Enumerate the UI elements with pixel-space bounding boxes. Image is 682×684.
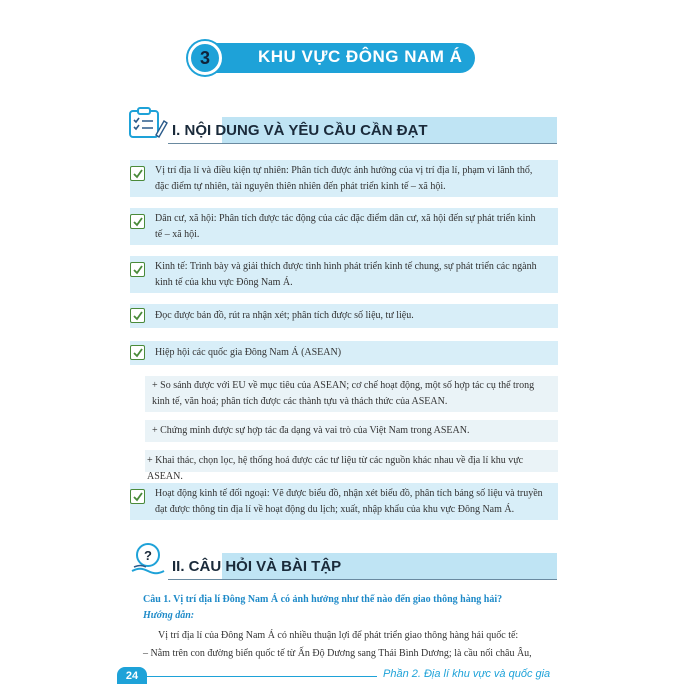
page-number: 24 [117, 667, 147, 684]
check-icon [130, 308, 145, 323]
requirement-item [130, 483, 558, 520]
item-text-line: đạt được thông tin địa lí về hoạt động du lịch; xuất, nhập khẩu của khu vực Đông Nam Á. [155, 504, 515, 515]
subitem-text-line: + So sánh được với EU về mục tiêu của ASEAN; cơ chế hoạt động, một số hợp tác cụ thể trong [152, 380, 535, 391]
item-text-line: Kinh tế: Trình bày và giải thích được tình hình phát triển kinh tế chung, sự phát triển các ngành [155, 261, 537, 272]
chapter-number: 3 [188, 41, 222, 75]
asean-subitem [145, 420, 558, 442]
item-text-line: tế – xã hội. [155, 229, 200, 240]
section-1-underline [168, 143, 557, 144]
guide-label: Hướng dẫn: [143, 610, 195, 621]
checklist-icon [128, 105, 168, 141]
subitem-text-line: kinh tế, văn hoá; phân tích được các thành tựu và thách thức của ASEAN. [152, 396, 448, 407]
item-text-line: kinh tế của khu vực Đông Nam Á. [155, 277, 293, 288]
requirement-item [130, 160, 558, 197]
item-text-line: đặc điểm tự nhiên, tài nguyên thiên nhiên đến phát triển kinh tế – xã hội. [155, 181, 446, 192]
section-2-title: II. CÂU HỎI VÀ BÀI TẬP [172, 558, 342, 575]
requirement-item [130, 341, 558, 365]
item-text-line: Đọc được bản đồ, rút ra nhận xét; phân tích được số liệu, tư liệu. [155, 310, 414, 321]
section-1-title: I. NỘI DUNG VÀ YÊU CẦU CẦN ĐẠT [172, 122, 428, 139]
answer-paragraph: – Nằm trên con đường biển quốc tế từ Ấn Độ Dương sang Thái Bình Dương; là cầu nối châu Âu, [143, 648, 532, 659]
chapter-title: KHU VỰC ĐÔNG NAM Á [258, 47, 463, 66]
item-text-line: Hiệp hội các quốc gia Đông Nam Á (ASEAN) [155, 347, 342, 358]
asean-subitem [145, 450, 558, 482]
item-text-line: Dân cư, xã hội: Phân tích được tác động của các đặc điểm dân cư, xã hội đến sự phát triển kinh [155, 213, 536, 224]
svg-text:?: ? [144, 548, 152, 563]
check-icon [130, 262, 145, 277]
section-2-underline [168, 579, 557, 580]
check-icon [130, 345, 145, 360]
footer-divider [147, 676, 377, 677]
item-text-line: Hoạt động kinh tế đối ngoại: Vẽ được biểu đồ, nhận xét biểu đồ, phân tích bảng số liệu và truyền [155, 488, 543, 499]
question-title: Câu 1. Vị trí địa lí Đông Nam Á có ảnh hưởng như thế nào đến giao thông hàng hải? [143, 594, 503, 605]
requirement-item [130, 256, 558, 293]
question-icon [128, 541, 168, 577]
requirement-item [130, 304, 558, 328]
check-icon [130, 166, 145, 181]
requirement-item [130, 208, 558, 245]
check-icon [130, 214, 145, 229]
subitem-text-line: + Chứng minh được sự hợp tác đa dạng và vai trò của Việt Nam trong ASEAN. [152, 425, 470, 436]
answer-paragraph: Vị trí địa lí của Đông Nam Á có nhiều thuận lợi để phát triển giao thông hàng hải quốc tế: [158, 630, 519, 641]
asean-subitem [145, 376, 558, 412]
footer-part-title: Phần 2. Địa lí khu vực và quốc gia [383, 668, 551, 680]
check-icon [130, 489, 145, 504]
subitem-text-line: + Khai thác, chọn lọc, hệ thống hoá được các tư liệu từ các nguồn khác nhau về địa lí khu vực ASEAN. [147, 455, 524, 482]
item-text-line: Vị trí địa lí và điều kiện tự nhiên: Phân tích được ảnh hưởng của vị trí địa lí, phạm vi lãnh thổ, [155, 165, 533, 176]
